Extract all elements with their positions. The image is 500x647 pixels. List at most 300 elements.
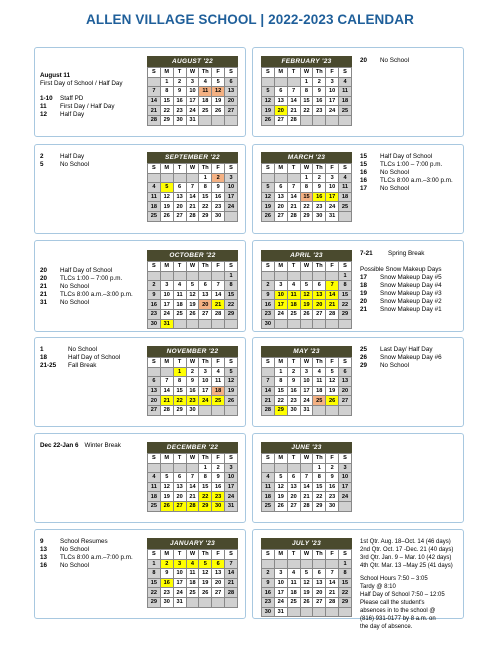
day-cell: 4 — [339, 173, 352, 183]
weekday-label: S — [225, 454, 238, 464]
note-key: Dec 22-Jan 6 — [40, 442, 79, 449]
weekday-label: S — [262, 262, 275, 272]
day-cell: 3 — [186, 77, 199, 87]
day-cell — [225, 405, 238, 415]
day-cell: 8 — [199, 473, 212, 483]
month-grid — [261, 67, 352, 126]
week-row — [148, 482, 238, 492]
page-title: ALLEN VILLAGE SCHOOL | 2022-2023 CALENDAR — [86, 12, 414, 27]
week-row — [262, 367, 352, 377]
week-row — [148, 281, 238, 291]
weekday-row — [148, 164, 238, 174]
day-cell: 12 — [160, 192, 173, 202]
note-key: 18 — [40, 354, 48, 361]
note-value: TLCs 1:00 – 7:00 p.m. — [60, 275, 123, 282]
day-cell: 20 — [173, 492, 186, 502]
note-key: 13 — [40, 546, 48, 553]
day-cell: 7 — [262, 377, 275, 387]
day-cell: 14 — [287, 96, 300, 106]
weekday-label: T — [173, 550, 186, 560]
day-cell: 6 — [199, 281, 212, 291]
month-grid — [147, 261, 238, 329]
day-cell: 15 — [160, 96, 173, 106]
week-row — [148, 597, 238, 607]
day-cell: 5 — [160, 473, 173, 483]
day-cell — [339, 115, 352, 125]
weekday-label: M — [160, 164, 173, 174]
week-row — [262, 96, 352, 106]
note-value: No School — [380, 362, 410, 369]
day-cell: 10 — [186, 87, 199, 97]
week-row — [262, 300, 352, 310]
day-cell: 23 — [262, 309, 275, 319]
half-day-hours: Half Day of School 7:50 – 12:05 — [360, 592, 445, 598]
day-cell: 26 — [160, 501, 173, 511]
day-cell: 29 — [173, 405, 186, 415]
month-header: MAY '23 — [261, 346, 352, 357]
day-cell: 24 — [326, 106, 339, 116]
day-cell: 16 — [262, 300, 275, 310]
week-row — [148, 77, 238, 87]
day-cell: 19 — [186, 300, 199, 310]
day-cell: 10 — [199, 377, 212, 387]
day-cell — [313, 607, 326, 617]
day-cell — [262, 271, 275, 281]
day-cell — [199, 405, 212, 415]
day-cell: 20 — [199, 300, 212, 310]
day-cell: 17 — [199, 386, 212, 396]
quarter-1: 1st Qtr. Aug. 18–Oct. 14 (46 days) — [360, 539, 451, 545]
day-cell: 3 — [339, 463, 352, 473]
note-value: No School — [68, 346, 98, 353]
day-cell: 3 — [326, 173, 339, 183]
day-cell: 16 — [173, 96, 186, 106]
day-cell: 21 — [300, 492, 313, 502]
day-cell — [287, 559, 300, 569]
day-cell: 15 — [313, 482, 326, 492]
weekday-label: W — [186, 262, 199, 272]
weekday-label: W — [186, 164, 199, 174]
day-cell: 18 — [148, 202, 161, 212]
day-cell: 5 — [262, 87, 275, 97]
day-cell: 4 — [212, 367, 225, 377]
weekday-label: S — [148, 454, 161, 464]
day-cell: 17 — [326, 192, 339, 202]
weekday-label: S — [148, 262, 161, 272]
day-cell: 24 — [274, 597, 287, 607]
day-cell: 3 — [326, 77, 339, 87]
day-cell — [339, 501, 352, 511]
weekday-row — [262, 454, 352, 464]
week-row — [148, 588, 238, 598]
day-cell: 11 — [173, 290, 186, 300]
day-cell: 6 — [173, 183, 186, 193]
day-cell — [199, 115, 212, 125]
day-cell — [199, 319, 212, 329]
tardy-time: Tardy @ 8:10 — [360, 584, 396, 590]
note-key: 15 — [360, 153, 368, 160]
day-cell: 28 — [148, 115, 161, 125]
week-row — [262, 396, 352, 406]
day-cell: 25 — [262, 501, 275, 511]
day-cell: 4 — [313, 367, 326, 377]
day-cell: 7 — [326, 569, 339, 579]
day-cell: 23 — [186, 396, 199, 406]
day-cell: 28 — [300, 501, 313, 511]
day-cell: 24 — [339, 492, 352, 502]
day-cell: 28 — [225, 588, 238, 598]
aug-head-date: August 11 — [40, 72, 71, 79]
weekday-label: W — [300, 164, 313, 174]
day-cell: 22 — [199, 202, 212, 212]
note-value: TLCs 1:00 – 7:00 p.m. — [380, 161, 443, 168]
week-row — [262, 319, 352, 329]
day-cell: 20 — [173, 202, 186, 212]
note-key: 26 — [360, 354, 368, 361]
calendar-aug — [147, 56, 238, 126]
week-row — [148, 578, 238, 588]
day-cell: 30 — [313, 211, 326, 221]
weekday-label: T — [173, 358, 186, 368]
day-cell: 8 — [313, 473, 326, 483]
day-cell: 18 — [148, 492, 161, 502]
day-cell: 14 — [160, 386, 173, 396]
month-header: JANUARY '23 — [147, 538, 238, 549]
day-cell: 22 — [274, 396, 287, 406]
day-cell: 5 — [186, 281, 199, 291]
day-cell — [339, 405, 352, 415]
day-cell: 8 — [274, 377, 287, 387]
note-key: 20 — [40, 267, 48, 274]
day-cell: 4 — [262, 473, 275, 483]
day-cell: 20 — [148, 396, 161, 406]
day-cell: 22 — [225, 300, 238, 310]
day-cell: 14 — [212, 290, 225, 300]
weekday-label: W — [300, 550, 313, 560]
day-cell — [313, 271, 326, 281]
day-cell: 28 — [287, 211, 300, 221]
day-cell: 22 — [313, 492, 326, 502]
day-cell: 25 — [148, 501, 161, 511]
day-cell: 23 — [212, 492, 225, 502]
day-cell: 7 — [160, 377, 173, 387]
day-cell: 10 — [339, 473, 352, 483]
weekday-label: Th — [199, 550, 212, 560]
weekday-label: S — [148, 358, 161, 368]
day-cell: 2 — [313, 77, 326, 87]
weekday-label: M — [274, 164, 287, 174]
week-row — [262, 482, 352, 492]
day-cell: 25 — [287, 309, 300, 319]
day-cell: 7 — [148, 87, 161, 97]
weekday-label: S — [225, 262, 238, 272]
day-cell: 27 — [173, 211, 186, 221]
day-cell: 26 — [225, 396, 238, 406]
week-row — [148, 501, 238, 511]
day-cell: 1 — [339, 271, 352, 281]
weekday-label: S — [339, 164, 352, 174]
day-cell: 27 — [313, 309, 326, 319]
weekday-label: M — [274, 550, 287, 560]
note-key: 21 — [360, 306, 368, 313]
day-cell: 4 — [148, 183, 161, 193]
day-cell — [186, 271, 199, 281]
day-cell: 13 — [287, 482, 300, 492]
month-grid — [261, 163, 352, 222]
day-cell: 18 — [313, 386, 326, 396]
day-cell: 17 — [160, 300, 173, 310]
day-cell: 13 — [313, 290, 326, 300]
note-key: 16 — [360, 177, 368, 184]
day-cell: 22 — [339, 300, 352, 310]
day-cell: 29 — [225, 309, 238, 319]
day-cell: 12 — [274, 482, 287, 492]
weekday-label: Th — [313, 164, 326, 174]
day-cell: 18 — [339, 96, 352, 106]
day-cell: 23 — [173, 106, 186, 116]
day-cell — [313, 115, 326, 125]
week-row — [148, 569, 238, 579]
weekday-label: M — [160, 68, 173, 78]
day-cell: 1 — [313, 463, 326, 473]
week-row — [148, 87, 238, 97]
calendar-jun — [261, 442, 352, 512]
day-cell: 9 — [212, 473, 225, 483]
day-cell: 7 — [287, 87, 300, 97]
day-cell: 1 — [339, 559, 352, 569]
day-cell: 23 — [326, 492, 339, 502]
weekday-label: Th — [199, 68, 212, 78]
weekday-row — [148, 262, 238, 272]
day-cell: 27 — [199, 309, 212, 319]
weekday-label: F — [212, 454, 225, 464]
absence-note-4: the day of absence. — [360, 624, 413, 630]
day-cell: 4 — [186, 559, 199, 569]
day-cell: 31 — [225, 501, 238, 511]
weekday-label: S — [339, 358, 352, 368]
day-cell — [326, 607, 339, 617]
day-cell: 13 — [212, 569, 225, 579]
note-value: Snow Makeup Day #2 — [380, 298, 442, 305]
note-value: Last Day/ Half Day — [380, 346, 433, 353]
day-cell: 21 — [160, 396, 173, 406]
note-value: No School — [60, 546, 90, 553]
week-row — [262, 183, 352, 193]
absence-note-2: absences in to the school @ — [360, 608, 436, 614]
note-value: Snow Makeup Day #1 — [380, 306, 442, 313]
day-cell: 1 — [274, 367, 287, 377]
day-cell — [287, 463, 300, 473]
day-cell — [274, 271, 287, 281]
day-cell: 29 — [148, 597, 161, 607]
weekday-row — [148, 454, 238, 464]
day-cell: 6 — [212, 559, 225, 569]
day-cell: 12 — [160, 482, 173, 492]
day-cell — [287, 173, 300, 183]
weekday-label: S — [148, 68, 161, 78]
weekday-label: F — [212, 550, 225, 560]
day-cell: 16 — [287, 386, 300, 396]
day-cell — [148, 463, 161, 473]
week-row — [148, 309, 238, 319]
weekday-row — [262, 550, 352, 560]
day-cell: 18 — [262, 492, 275, 502]
note-key: 5 — [40, 161, 44, 168]
note-key: 7-21 — [360, 250, 373, 257]
note-key: 15 — [360, 161, 368, 168]
week-row — [262, 202, 352, 212]
week-row — [262, 607, 352, 617]
day-cell: 20 — [212, 578, 225, 588]
day-cell: 27 — [212, 588, 225, 598]
day-cell — [287, 271, 300, 281]
note-key: 29 — [360, 362, 368, 369]
day-cell: 6 — [313, 569, 326, 579]
day-cell: 30 — [262, 607, 275, 617]
day-cell: 15 — [199, 482, 212, 492]
note-value: No School — [380, 169, 410, 176]
note-key: 16 — [40, 562, 48, 569]
notes-oct — [40, 267, 133, 307]
day-cell: 4 — [148, 473, 161, 483]
note-key: 13 — [40, 554, 48, 561]
day-cell: 26 — [326, 396, 339, 406]
day-cell — [160, 173, 173, 183]
day-cell: 12 — [326, 377, 339, 387]
day-cell: 11 — [148, 192, 161, 202]
day-cell — [326, 319, 339, 329]
day-cell: 30 — [212, 501, 225, 511]
day-cell: 3 — [225, 463, 238, 473]
day-cell — [225, 115, 238, 125]
day-cell — [300, 319, 313, 329]
weekday-label: T — [287, 454, 300, 464]
day-cell: 25 — [339, 106, 352, 116]
weekday-label: Th — [199, 262, 212, 272]
note-key: 21 — [40, 291, 48, 298]
day-cell — [186, 597, 199, 607]
day-cell: 29 — [313, 501, 326, 511]
day-cell: 26 — [160, 211, 173, 221]
weekday-row — [262, 358, 352, 368]
day-cell — [313, 319, 326, 329]
day-cell: 3 — [274, 281, 287, 291]
weekday-label: M — [274, 454, 287, 464]
day-cell: 26 — [262, 115, 275, 125]
day-cell — [173, 271, 186, 281]
school-hours: School Hours 7:50 – 3:05 — [360, 576, 428, 582]
month-grid — [261, 261, 352, 329]
day-cell: 27 — [148, 405, 161, 415]
day-cell: 4 — [199, 77, 212, 87]
note-key: 2 — [40, 153, 44, 160]
apr-makeup-head: Possible Snow Makeup Days — [360, 266, 442, 273]
day-cell: 11 — [148, 482, 161, 492]
day-cell: 21 — [262, 396, 275, 406]
day-cell: 3 — [160, 281, 173, 291]
day-cell: 20 — [313, 588, 326, 598]
day-cell — [313, 559, 326, 569]
week-row — [148, 377, 238, 387]
day-cell — [225, 597, 238, 607]
note-value: No School — [60, 562, 90, 569]
day-cell: 18 — [173, 300, 186, 310]
day-cell: 27 — [287, 501, 300, 511]
day-cell: 8 — [173, 377, 186, 387]
day-cell: 1 — [148, 559, 161, 569]
weekday-row — [148, 358, 238, 368]
weekday-label: T — [287, 262, 300, 272]
day-cell: 13 — [313, 578, 326, 588]
day-cell: 24 — [173, 588, 186, 598]
aug-head-desc: First Day of School / Half Day — [40, 80, 123, 87]
note-value: TLCs 8:00 a.m.–7:00 p.m. — [60, 554, 133, 561]
day-cell: 6 — [274, 183, 287, 193]
day-cell: 11 — [287, 578, 300, 588]
note-key: 1-10 — [40, 95, 53, 102]
weekday-label: W — [186, 550, 199, 560]
day-cell: 19 — [262, 106, 275, 116]
note-key: 9 — [40, 538, 44, 545]
day-cell: 2 — [262, 281, 275, 291]
week-row — [148, 290, 238, 300]
day-cell: 7 — [212, 281, 225, 291]
weekday-label: T — [287, 164, 300, 174]
day-cell: 8 — [199, 183, 212, 193]
weekday-label: S — [339, 550, 352, 560]
weekday-row — [262, 262, 352, 272]
notes-aug — [40, 72, 123, 119]
day-cell — [225, 211, 238, 221]
day-cell: 5 — [326, 367, 339, 377]
day-cell: 10 — [225, 183, 238, 193]
month-header: FEBRUARY '23 — [261, 56, 352, 67]
day-cell: 10 — [274, 290, 287, 300]
calendar-jul — [261, 538, 352, 617]
quarter-2: 2nd Qtr. Oct. 17 -Dec. 21 (40 days) — [360, 547, 454, 553]
day-cell — [262, 463, 275, 473]
weekday-row — [262, 68, 352, 78]
day-cell: 27 — [339, 396, 352, 406]
day-cell: 30 — [160, 597, 173, 607]
weekday-label: S — [262, 454, 275, 464]
day-cell: 23 — [313, 106, 326, 116]
day-cell: 5 — [199, 559, 212, 569]
day-cell: 3 — [199, 367, 212, 377]
week-row — [262, 405, 352, 415]
day-cell — [212, 319, 225, 329]
day-cell: 29 — [199, 211, 212, 221]
day-cell: 27 — [173, 501, 186, 511]
week-row — [262, 77, 352, 87]
note-key: 21-25 — [40, 362, 57, 369]
day-cell — [274, 319, 287, 329]
day-cell: 2 — [326, 463, 339, 473]
day-cell — [199, 597, 212, 607]
weekday-label: M — [274, 358, 287, 368]
day-cell — [148, 173, 161, 183]
day-cell: 24 — [274, 309, 287, 319]
day-cell: 19 — [262, 202, 275, 212]
day-cell — [173, 319, 186, 329]
day-cell: 16 — [212, 482, 225, 492]
day-cell: 21 — [326, 300, 339, 310]
day-cell: 11 — [262, 482, 275, 492]
day-cell: 15 — [173, 386, 186, 396]
day-cell: 7 — [287, 183, 300, 193]
weekday-label: T — [173, 454, 186, 464]
week-row — [148, 96, 238, 106]
